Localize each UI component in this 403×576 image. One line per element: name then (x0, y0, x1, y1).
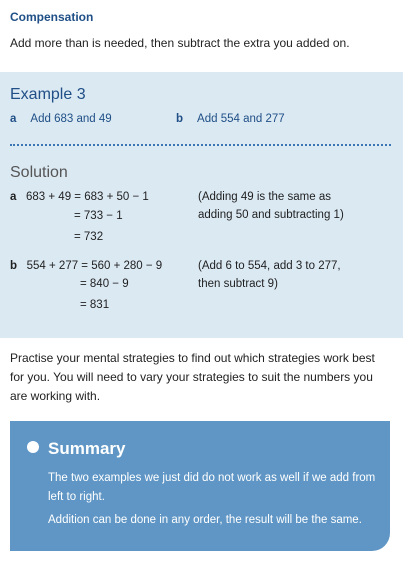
solution-b-line-3: = 831 (80, 299, 110, 311)
solution-b-letter: b (10, 260, 18, 272)
solution-b-note-2: then subtract 9) (198, 278, 278, 290)
summary-title: Summary (48, 439, 126, 458)
solution-b-line-2: = 840 − 9 (80, 278, 129, 290)
solution-a-letter: a (10, 191, 17, 203)
example-part-text: Add 554 and 277 (197, 113, 285, 125)
dotted-divider (10, 144, 391, 146)
example-part-letter: a (10, 113, 17, 125)
summary-line-1: The two examples we just did do not work as well if we add from left to right. (48, 472, 376, 503)
practise-paragraph: Practise your mental strategies to find out which strategies work best for you. You will need to vary your strategies to suit the numbers you are working with. (10, 351, 375, 403)
compensation-text: Add more than is needed, then subtract the extra you added on. (10, 36, 350, 50)
solution-b-note-1: (Add 6 to 554, add 3 to 277, (198, 260, 341, 272)
solution-b-equation: 554 + 277 = 560 + 280 − 9 (26, 260, 163, 272)
example-part-b (176, 113, 285, 125)
solution-a-note-2: adding 50 and subtracting 1) (198, 209, 344, 221)
summary-bullet-icon (27, 441, 39, 453)
solution-b-line-1 (10, 260, 162, 272)
solution-a-line-3: = 732 (74, 231, 104, 243)
example-box (0, 72, 403, 338)
solution-a-line-2: = 733 − 1 (74, 210, 123, 222)
summary-line-2: Addition can be done in any order, the result will be the same. (48, 514, 362, 526)
solution-title: Solution (10, 164, 68, 181)
solution-a-equation: 683 + 49 = 683 + 50 − 1 (26, 191, 149, 203)
example-part-text: Add 683 and 49 (30, 113, 112, 125)
solution-a-line-1 (10, 191, 149, 203)
example-part-a (10, 113, 112, 125)
summary-box (10, 421, 390, 551)
compensation-heading: Compensation (10, 10, 94, 24)
example-part-letter: b (176, 113, 184, 125)
solution-a-note-1: (Adding 49 is the same as (198, 191, 331, 203)
example-title: Example 3 (10, 86, 86, 103)
